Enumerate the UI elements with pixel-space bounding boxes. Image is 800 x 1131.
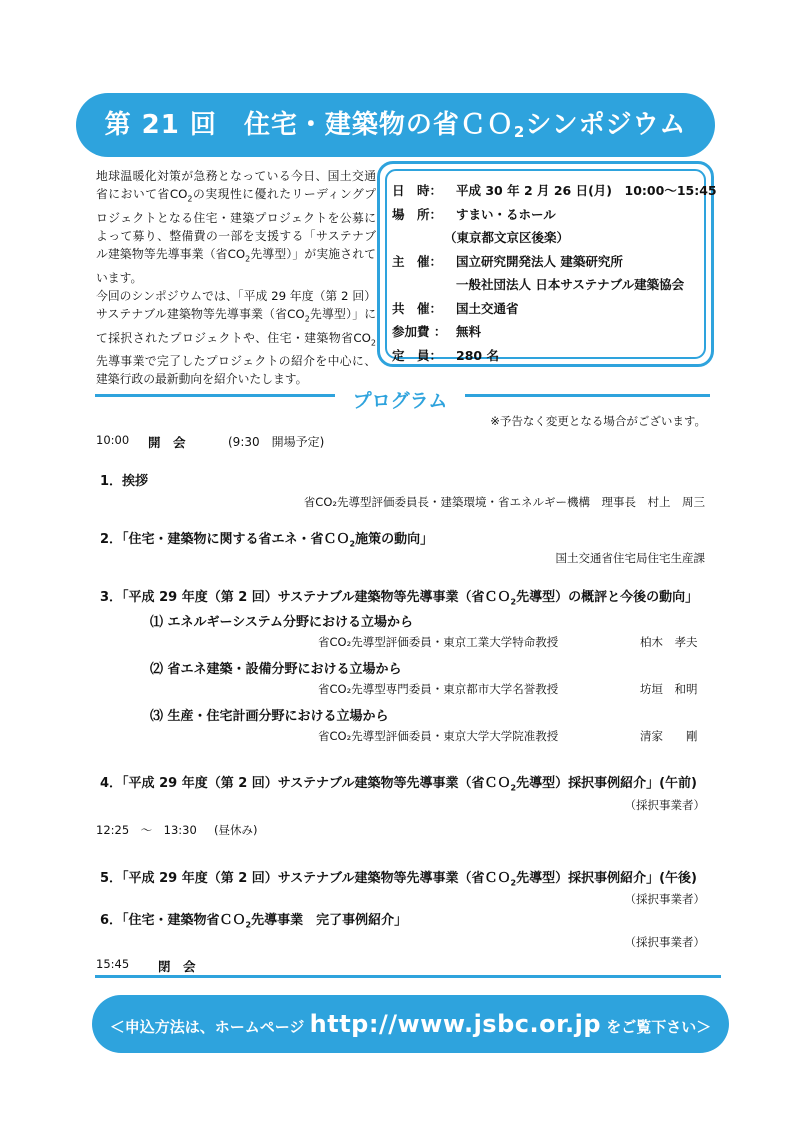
item3-3-role: 省CO₂先導型評価委員・東京大学大学院准教授 [318, 729, 559, 743]
item3-3-title: ⑶ 生産・住宅計画分野における立場から [150, 709, 389, 724]
intro-paragraph-2: 今回のシンポジウムでは、「平成 29 年度（第 2 回）サステナブル建築物等先導事業（省$CO_2$先導型）」にて採択されたプロジェクトや、住宅・建築物省$CO_2$先導事業で完了したプロジェクトの紹介を中心に、建築行政の最新動向を紹介いたします。 [96, 288, 377, 387]
item1-title: 1．挨拶 [100, 474, 149, 489]
item4-speaker: （採択事業者） [624, 798, 705, 812]
symposium-title: 第 21 回 住宅・建築物の省ＣＯ$_2$シンポジウム [76, 93, 715, 157]
item3-title: 3．「平成 29 年度（第 2 回）サステナブル建築物等先導事業（省ＣＯ$_2$先導型）の概評と今後の動向」 [100, 590, 699, 607]
item3-3-name: 清家 剛 [640, 729, 698, 743]
program-rule-left [95, 394, 335, 397]
opening-note: (9:30 開場予定) [228, 435, 325, 449]
intro-paragraph-1: 地球温暖化対策が急務となっている今日、国土交通省において省$CO_2$の実現性に優れたリーディングプロジェクトとなる住宅・建築プロジェクトを公募によって募り、整備費の一部を支援する「サステナブル建築物等先導事業（省$CO_2$先導型）」が実施されています。 [96, 169, 376, 285]
application-banner: ＜申込方法は、ホームページ http://www.jsbc.or.jp をご覧下さい＞ [92, 995, 729, 1053]
item3-2-role: 省CO₂先導型専門委員・東京都市大学名誉教授 [318, 682, 559, 696]
closing-time: 15:45 [96, 957, 130, 971]
item3-1-role: 省CO₂先導型評価委員・東京工業大学特命教授 [318, 635, 559, 649]
item3-2-title: ⑵ 省エネ建築・設備分野における立場から [150, 662, 402, 677]
program-rule-right [465, 394, 710, 397]
intro-text [96, 167, 376, 389]
website-link[interactable]: http://www.jsbc.or.jp [309, 1010, 602, 1038]
item3-2-name: 坊垣 和明 [640, 682, 698, 696]
item2-title: 2．「住宅・建築物に関する省エネ・省ＣＯ$_2$施策の動向」 [100, 532, 434, 549]
item4-title: 4．「平成 29 年度（第 2 回）サステナブル建築物等先導事業（省ＣＯ$_2$先導型）採択事例紹介」(午前) [100, 776, 697, 793]
opening-label: 開 会 [148, 435, 186, 450]
item6-speaker: （採択事業者） [624, 935, 705, 949]
item5-title: 5．「平成 29 年度（第 2 回）サステナブル建築物等先導事業（省ＣＯ$_2$先導型）採択事例紹介」(午後) [100, 871, 697, 888]
item5-speaker: （採択事業者） [624, 892, 705, 906]
item2-speaker: 国土交通省住宅局住宅生産課 [555, 551, 705, 565]
lunch-time: 12:25 ～ 13:30 [96, 823, 197, 837]
opening-time: 10:00 [96, 433, 130, 447]
item3-1-name: 柏木 孝夫 [640, 635, 698, 649]
closing-label: 閉 会 [158, 959, 196, 974]
change-notice: ※予告なく変更となる場合がございます。 [490, 414, 706, 428]
lunch-label: (昼休み) [214, 823, 258, 837]
item3-1-title: ⑴ エネルギーシステム分野における立場から [150, 615, 413, 630]
program-heading: プログラム [352, 390, 448, 412]
item6-title: 6．「住宅・建築物省ＣＯ$_2$先導事業 完了事例紹介」 [100, 913, 408, 930]
program-bottom-rule [95, 975, 721, 978]
item1-speaker: 省CO₂先導型評価委員長・建築環境・省エネルギー機構 理事長 村上 周三 [303, 495, 705, 509]
